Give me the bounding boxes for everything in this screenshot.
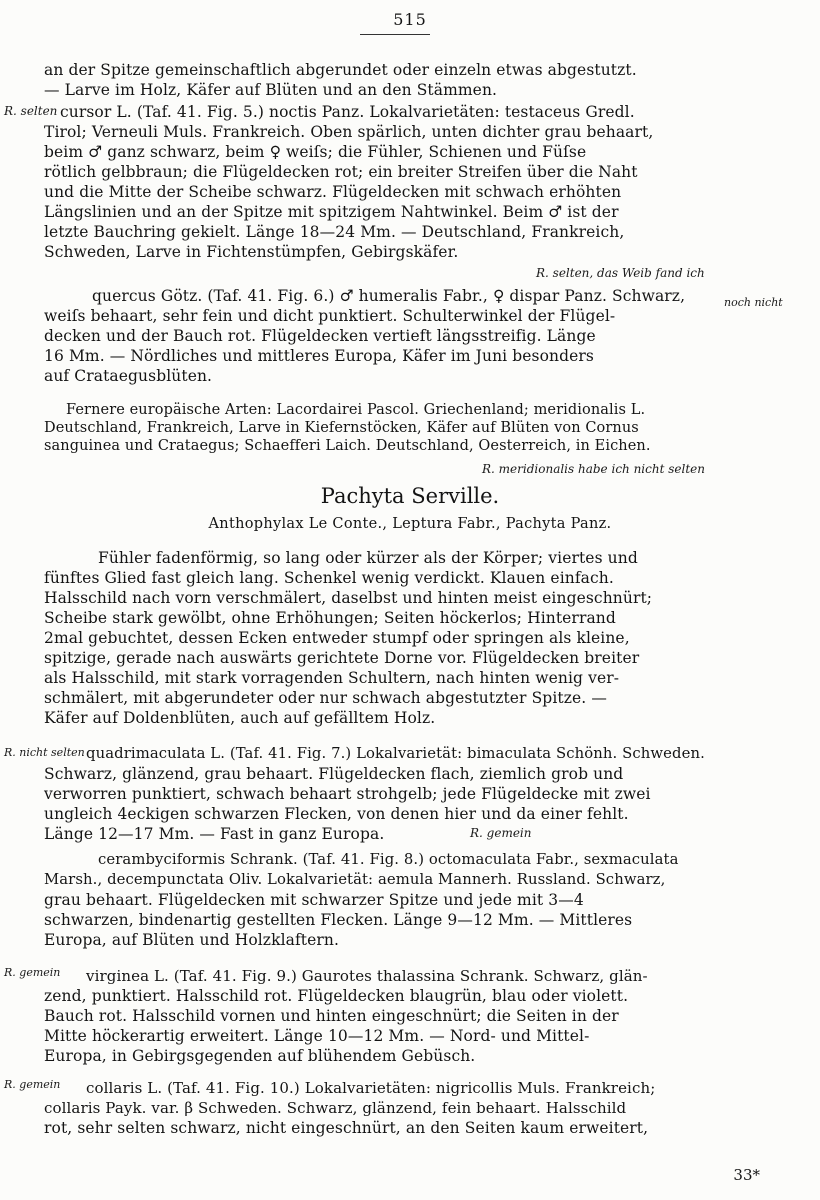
- text-line: auf Crataegusblüten.: [44, 367, 213, 385]
- text-line: decken und der Bauch rot. Flügeldecken vertieft längsstreifig. Länge: [44, 327, 596, 345]
- text-line: letzte Bauchring gekielt. Länge 18—24 Mm. — Deutschland, Frankreich,: [44, 223, 625, 241]
- printer-signature: 33*: [733, 1166, 760, 1184]
- text-line: Marsh., decempunctata Oliv. Lokalvarietät: aemula Mannerh. Russland. Schwarz,: [44, 871, 666, 888]
- text-line: sanguinea und Crataegus; Schaefferi Laich. Deutschland, Oesterreich, in Eichen.: [44, 438, 651, 454]
- text-line: schmälert, mit abgerundeter oder nur schwach abgestutzter Spitze. —: [44, 689, 607, 707]
- handwritten-note: R. nicht selten: [4, 746, 85, 759]
- text-line: zend, punktiert. Halsschild rot. Flügeldecken blaugrün, blau oder violett.: [44, 987, 629, 1005]
- text-line: Deutschland, Frankreich, Larve in Kiefernstöcken, Käfer auf Blüten von Cornus: [44, 420, 639, 436]
- handwritten-note: noch nicht: [724, 296, 783, 309]
- header-rule: [360, 34, 430, 35]
- handwritten-note: R. meridionalis habe ich nicht selten: [482, 462, 705, 476]
- handwritten-note: R. gemein: [4, 966, 61, 979]
- text-line: rötlich gelbbraun; die Flügeldecken rot; ein breiter Streifen über die Naht: [44, 163, 638, 181]
- text-line: Fühler fadenförmig, so lang oder kürzer als der Körper; viertes und: [98, 549, 638, 567]
- species-cursor: cursor L. (Taf. 41. Fig. 5.) noctis Panz. Lokalvarietäten: testaceus Gredl.: [60, 103, 635, 121]
- text-line: Schweden, Larve in Fichtenstümpfen, Gebirgskäfer.: [44, 243, 459, 261]
- handwritten-note: R. selten: [4, 104, 58, 118]
- handwritten-note: R. selten, das Weib fand ich: [536, 266, 705, 280]
- text-line: Tirol; Verneuli Muls. Frankreich. Oben spärlich, unten dichter grau behaart,: [44, 123, 654, 141]
- text-line: 16 Mm. — Nördliches und mittleres Europa, Käfer im Juni besonders: [44, 347, 594, 365]
- text-line: ungleich 4eckigen schwarzen Flecken, von denen hier und da einer fehlt.: [44, 805, 629, 823]
- text-line: Halsschild nach vorn verschmälert, daselbst und hinten meist eingeschnürt;: [44, 589, 653, 607]
- species-quercus: quercus Götz. (Taf. 41. Fig. 6.) ♂ humeralis Fabr., ♀ dispar Panz. Schwarz,: [92, 287, 686, 305]
- text-line: Käfer auf Doldenblüten, auch auf gefälltem Holz.: [44, 709, 436, 727]
- text-line: grau behaart. Flügeldecken mit schwarzer Spitze und jede mit 3—4: [44, 891, 584, 909]
- text-line: beim ♂ ganz schwarz, beim ♀ weiſs; die Fühler, Schienen und Füſse: [44, 143, 587, 161]
- text-line: 2mal gebuchtet, dessen Ecken entweder stumpf oder springen als kleine,: [44, 629, 630, 647]
- text-line: Bauch rot. Halsschild vornen und hinten eingeschnürt; die Seiten in der: [44, 1007, 619, 1025]
- text-line: an der Spitze gemeinschaftlich abgerundet oder einzeln etwas abgestutzt.: [44, 61, 637, 79]
- text-line: Mitte höckerartig erweitert. Länge 10—12 Mm. — Nord- und Mittel-: [44, 1027, 590, 1045]
- text-line: und die Mitte der Scheibe schwarz. Flügeldecken mit schwach erhöhten: [44, 183, 622, 201]
- species-virginea: virginea L. (Taf. 41. Fig. 9.) Gaurotes thalassina Schrank. Schwarz, glän-: [86, 967, 648, 985]
- text-line: — Larve im Holz, Käfer auf Blüten und an den Stämmen.: [44, 81, 498, 99]
- text-line: fünftes Glied fast gleich lang. Schenkel wenig verdickt. Klauen einfach.: [44, 569, 614, 587]
- fernere-arten: Fernere europäische Arten: Lacordairei Pascol. Griechenland; meridionalis L.: [66, 402, 646, 418]
- text-line: Schwarz, glänzend, grau behaart. Flügeldecken flach, ziemlich grob und: [44, 765, 624, 783]
- text-line: weiſs behaart, sehr fein und dicht punktiert. Schulterwinkel der Flügel-: [44, 307, 616, 325]
- genus-synonyms: Anthophylax Le Conte., Leptura Fabr., Pachyta Panz.: [208, 516, 612, 532]
- text-line: Europa, auf Blüten und Holzklaftern.: [44, 931, 340, 949]
- page-number: 515: [393, 10, 427, 29]
- handwritten-note: R. gemein: [4, 1078, 61, 1091]
- handwritten-note: R. gemein: [470, 826, 532, 840]
- text-line: als Halsschild, mit stark vorragenden Schultern, nach hinten wenig ver-: [44, 669, 620, 687]
- text-line: Scheibe stark gewölbt, ohne Erhöhungen; Seiten höckerlos; Hinterrand: [44, 609, 616, 627]
- text-line: collaris Payk. var. β Schweden. Schwarz, glänzend, fein behaart. Halsschild: [44, 1099, 627, 1117]
- text-line: schwarzen, bindenartig gestellten Flecken. Länge 9—12 Mm. — Mittleres: [44, 911, 633, 929]
- text-line: Europa, in Gebirgsgegenden auf blühendem Gebüsch.: [44, 1047, 476, 1065]
- genus-title: Pachyta Serville.: [320, 484, 500, 508]
- text-line: rot, sehr selten schwarz, nicht eingeschnürt, an den Seiten kaum erweitert,: [44, 1119, 649, 1137]
- text-line: verworren punktiert, schwach behaart strohgelb; jede Flügeldecke mit zwei: [44, 785, 651, 803]
- text-line: Längslinien und an der Spitze mit spitzigem Nahtwinkel. Beim ♂ ist der: [44, 203, 619, 221]
- text-line: spitzige, gerade nach auswärts gerichtete Dorne vor. Flügeldecken breiter: [44, 649, 640, 667]
- species-quadrimaculata: quadrimaculata L. (Taf. 41. Fig. 7.) Lokalvarietät: bimaculata Schönh. Schweden.: [86, 745, 705, 762]
- species-cerambyciformis: cerambyciformis Schrank. (Taf. 41. Fig. 8.) octomaculata Fabr., sexmaculata: [98, 851, 679, 868]
- species-collaris: collaris L. (Taf. 41. Fig. 10.) Lokalvarietäten: nigricollis Muls. Frankreich;: [86, 1079, 656, 1097]
- text-line: Länge 12—17 Mm. — Fast in ganz Europa.: [44, 825, 385, 843]
